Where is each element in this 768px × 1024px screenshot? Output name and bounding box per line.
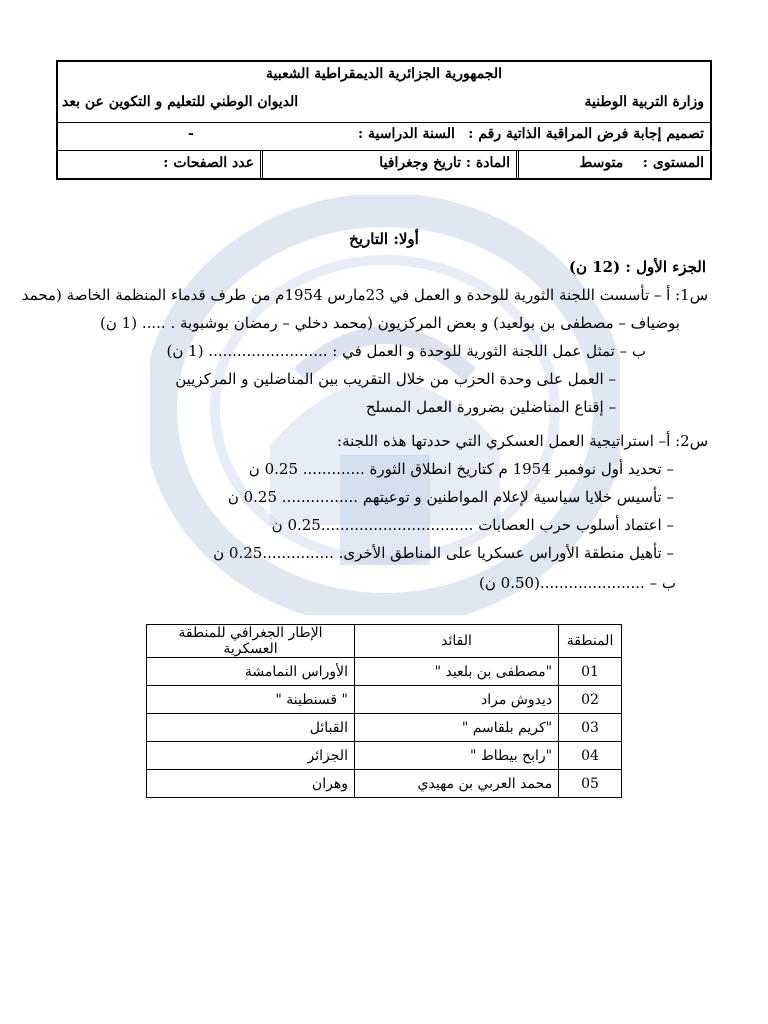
design-label: تصميم إجابة فرض المراقبة الذاتية رقم : xyxy=(468,126,704,142)
level-label: المستوى : xyxy=(642,155,704,171)
q2-item4: – تأهيل منطقة الأوراس عسكريا على المناطق الأخرى. ...............0.25 ن xyxy=(213,544,674,562)
table-row xyxy=(147,686,622,714)
military-regions-table xyxy=(146,624,622,798)
level-value: متوسط xyxy=(579,155,624,171)
region-leader: "كريم بلقاسم " xyxy=(354,714,558,742)
region-number: 04 xyxy=(559,742,622,770)
part-heading: الجزء الأول : (12 ن) xyxy=(568,258,706,276)
region-number: 01 xyxy=(559,658,622,686)
q2-item2: – تأسيس خلايا سياسية لإعلام المواطنين و توعيتهم ................ 0.25 ن xyxy=(227,488,674,506)
region-number: 05 xyxy=(559,770,622,798)
header-leader: القائد xyxy=(354,625,558,658)
q1-b-item2: – إقناع المناضلين بضرورة العمل المسلح xyxy=(365,398,616,416)
region-leader: "مصطفى بن بلعيد " xyxy=(354,658,558,686)
region-leader: محمد العربي بن مهيدي xyxy=(354,770,558,798)
region-leader: "رابح بيطاط " xyxy=(354,742,558,770)
school-year-value: - xyxy=(188,126,194,142)
region-number: 02 xyxy=(559,686,622,714)
section-title: أولا: التاريخ xyxy=(349,230,419,248)
school-year-label: السنة الدراسية : xyxy=(358,126,455,142)
q1-line2: بوضياف – مصطفى بن بولعيد) و بعض المركزيون (محمد دخلي – رمضان بوشبوبة . ..... (1 ن) xyxy=(100,314,680,332)
ministry-label: وزارة التربية الوطنية xyxy=(584,94,704,110)
pages-label: عدد الصفحات : xyxy=(163,155,254,171)
table-row xyxy=(147,770,622,798)
q2-item3: – اعتماد أسلوب حرب العصابات ................................0.25 ن xyxy=(271,516,674,534)
region-geo: وهران xyxy=(147,770,355,798)
region-geo: الجزائر xyxy=(147,742,355,770)
office-label: الديوان الوطني للتعليم و التكوين عن بعد xyxy=(62,94,299,110)
q1-b: ب – تمثل عمل اللجنة الثورية للوحدة و العمل في : ......................... (1 ن) xyxy=(166,342,646,360)
table-row xyxy=(147,714,622,742)
region-number: 03 xyxy=(559,714,622,742)
table-header-row xyxy=(147,625,622,658)
header-geo: الإطار الجغرافي للمنطقة العسكرية xyxy=(147,625,355,658)
q2-item1: – تحديد أول نوفمبر 1954 م كتاريخ انطلاق الثورة ............. 0.25 ن xyxy=(248,460,674,478)
region-geo: " قسنطينة " xyxy=(147,686,355,714)
q1-line1: س1: أ – تأسست اللجنة الثورية للوحدة و العمل في 23مارس 1954م من طرف قدماء المنظمة الخاصة (محمد xyxy=(21,286,708,304)
header-region: المنطقة xyxy=(559,625,622,658)
table-row xyxy=(147,658,622,686)
republic-title: الجمهورية الجزائرية الديمقراطية الشعبية xyxy=(265,66,502,82)
q1-b-item1: – العمل على وحدة الحزب من خلال التقريب بين المناضلين و المركزيين xyxy=(175,370,616,388)
region-geo: القبائل xyxy=(147,714,355,742)
region-leader: ديدوش مراد xyxy=(354,686,558,714)
q2-b: ب – ......................(0.50 ن) xyxy=(479,574,676,592)
table-row xyxy=(147,742,622,770)
region-geo: الأوراس النمامشة xyxy=(147,658,355,686)
subject-label: المادة : تاريخ وجغرافيا xyxy=(379,155,510,171)
q2-title: س2: أ– استراتيجية العمل العسكري التي حددتها هذه اللجنة: xyxy=(337,432,708,450)
